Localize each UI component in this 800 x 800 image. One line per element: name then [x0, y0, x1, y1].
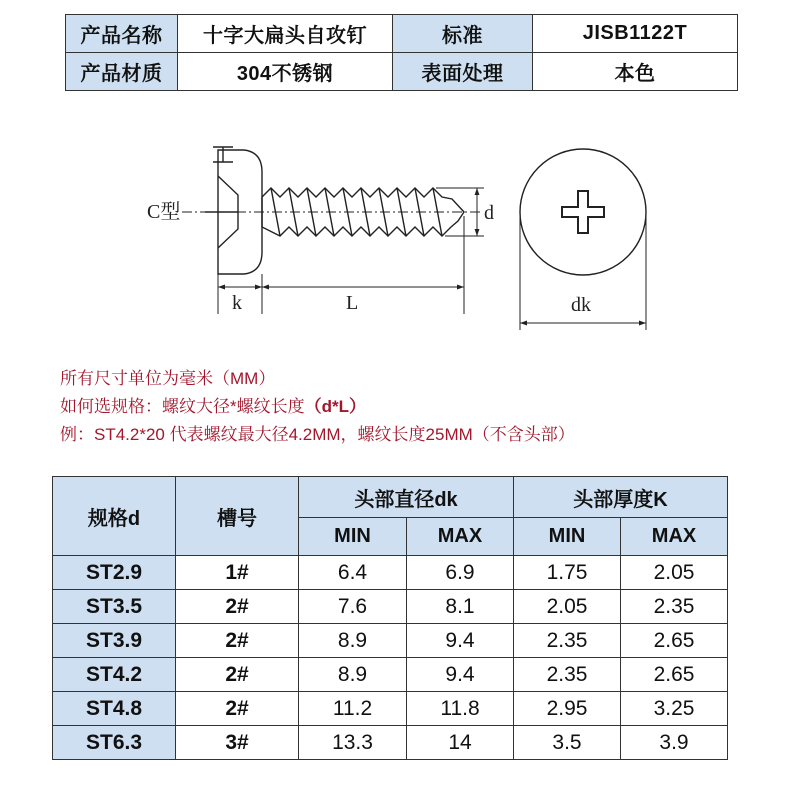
cell-k-min: 2.35 — [514, 658, 621, 692]
header-k-min: MIN — [514, 518, 621, 556]
cell-k-min: 2.05 — [514, 590, 621, 624]
material-value: 304不锈钢 — [178, 53, 393, 91]
note-spec-selection-text: 如何选规格：螺纹大径*螺纹长度 — [60, 397, 305, 416]
standard-label: 标准 — [393, 15, 533, 53]
cell-slot: 2# — [176, 658, 299, 692]
cell-k-max: 2.35 — [621, 590, 728, 624]
spec-table — [52, 476, 728, 760]
head-circle — [520, 149, 646, 275]
cell-slot: 2# — [176, 624, 299, 658]
info-row-material — [66, 53, 738, 91]
cell-dk-min: 8.9 — [299, 624, 407, 658]
k-label: k — [232, 292, 242, 314]
surface-treatment-value: 本色 — [533, 53, 738, 91]
cell-spec: ST6.3 — [53, 726, 176, 760]
spec-header-row — [53, 477, 728, 518]
table-row — [53, 624, 728, 658]
cell-k-max: 2.65 — [621, 658, 728, 692]
cell-k-max: 2.05 — [621, 556, 728, 590]
screw-technical-drawing — [0, 130, 800, 345]
cell-dk-max: 11.8 — [407, 692, 514, 726]
table-row — [53, 692, 728, 726]
table-row — [53, 556, 728, 590]
header-head-thickness: 头部厚度K — [514, 477, 728, 518]
header-dk-max: MAX — [407, 518, 514, 556]
cell-dk-max: 8.1 — [407, 590, 514, 624]
cell-spec: ST2.9 — [53, 556, 176, 590]
table-row — [53, 590, 728, 624]
cell-slot: 2# — [176, 590, 299, 624]
cell-dk-max: 14 — [407, 726, 514, 760]
header-k-max: MAX — [621, 518, 728, 556]
cell-k-min: 2.35 — [514, 624, 621, 658]
cell-dk-max: 9.4 — [407, 624, 514, 658]
recess-type-label: C型 — [147, 201, 181, 223]
table-row — [53, 658, 728, 692]
note-example: 例：ST4.2*20 代表螺纹最大径4.2MM，螺纹长度25MM（不含头部） — [60, 425, 575, 444]
cell-spec: ST4.8 — [53, 692, 176, 726]
cell-dk-min: 8.9 — [299, 658, 407, 692]
info-row-name — [66, 15, 738, 53]
cell-k-min: 2.95 — [514, 692, 621, 726]
cell-k-max: 3.25 — [621, 692, 728, 726]
cross-recess-icon — [562, 191, 604, 233]
note-units: 所有尺寸单位为毫米（MM） — [60, 369, 276, 388]
cell-slot: 3# — [176, 726, 299, 760]
cell-dk-max: 9.4 — [407, 658, 514, 692]
recess-top-mark — [213, 147, 233, 162]
table-row — [53, 726, 728, 760]
d-label: d — [484, 202, 494, 224]
size-notes — [60, 365, 575, 449]
note-spec-selection-formula: （d*L） — [304, 397, 367, 416]
header-head-diameter: 头部直径dk — [299, 477, 514, 518]
screw-side-view-icon — [182, 147, 482, 274]
cell-dk-min: 7.6 — [299, 590, 407, 624]
screw-head-front-view-icon — [520, 149, 646, 275]
note-spec-selection — [60, 393, 575, 421]
cell-k-min: 3.5 — [514, 726, 621, 760]
L-label: L — [346, 292, 359, 314]
cell-k-max: 3.9 — [621, 726, 728, 760]
dk-label: dk — [571, 294, 591, 316]
cell-spec: ST4.2 — [53, 658, 176, 692]
cell-dk-min: 13.3 — [299, 726, 407, 760]
surface-treatment-label: 表面处理 — [393, 53, 533, 91]
material-label: 产品材质 — [66, 53, 178, 91]
product-name-value: 十字大扁头自攻钉 — [178, 15, 393, 53]
cell-spec: ST3.5 — [53, 590, 176, 624]
header-dk-min: MIN — [299, 518, 407, 556]
cell-dk-min: 11.2 — [299, 692, 407, 726]
header-spec: 规格d — [53, 477, 176, 556]
header-slot: 槽号 — [176, 477, 299, 556]
cell-slot: 1# — [176, 556, 299, 590]
cell-dk-max: 6.9 — [407, 556, 514, 590]
cell-k-min: 1.75 — [514, 556, 621, 590]
standard-value: JISB1122T — [533, 15, 738, 53]
cell-spec: ST3.9 — [53, 624, 176, 658]
cell-slot: 2# — [176, 692, 299, 726]
cell-k-max: 2.65 — [621, 624, 728, 658]
product-name-label: 产品名称 — [66, 15, 178, 53]
product-info-table — [65, 14, 738, 91]
cell-dk-min: 6.4 — [299, 556, 407, 590]
